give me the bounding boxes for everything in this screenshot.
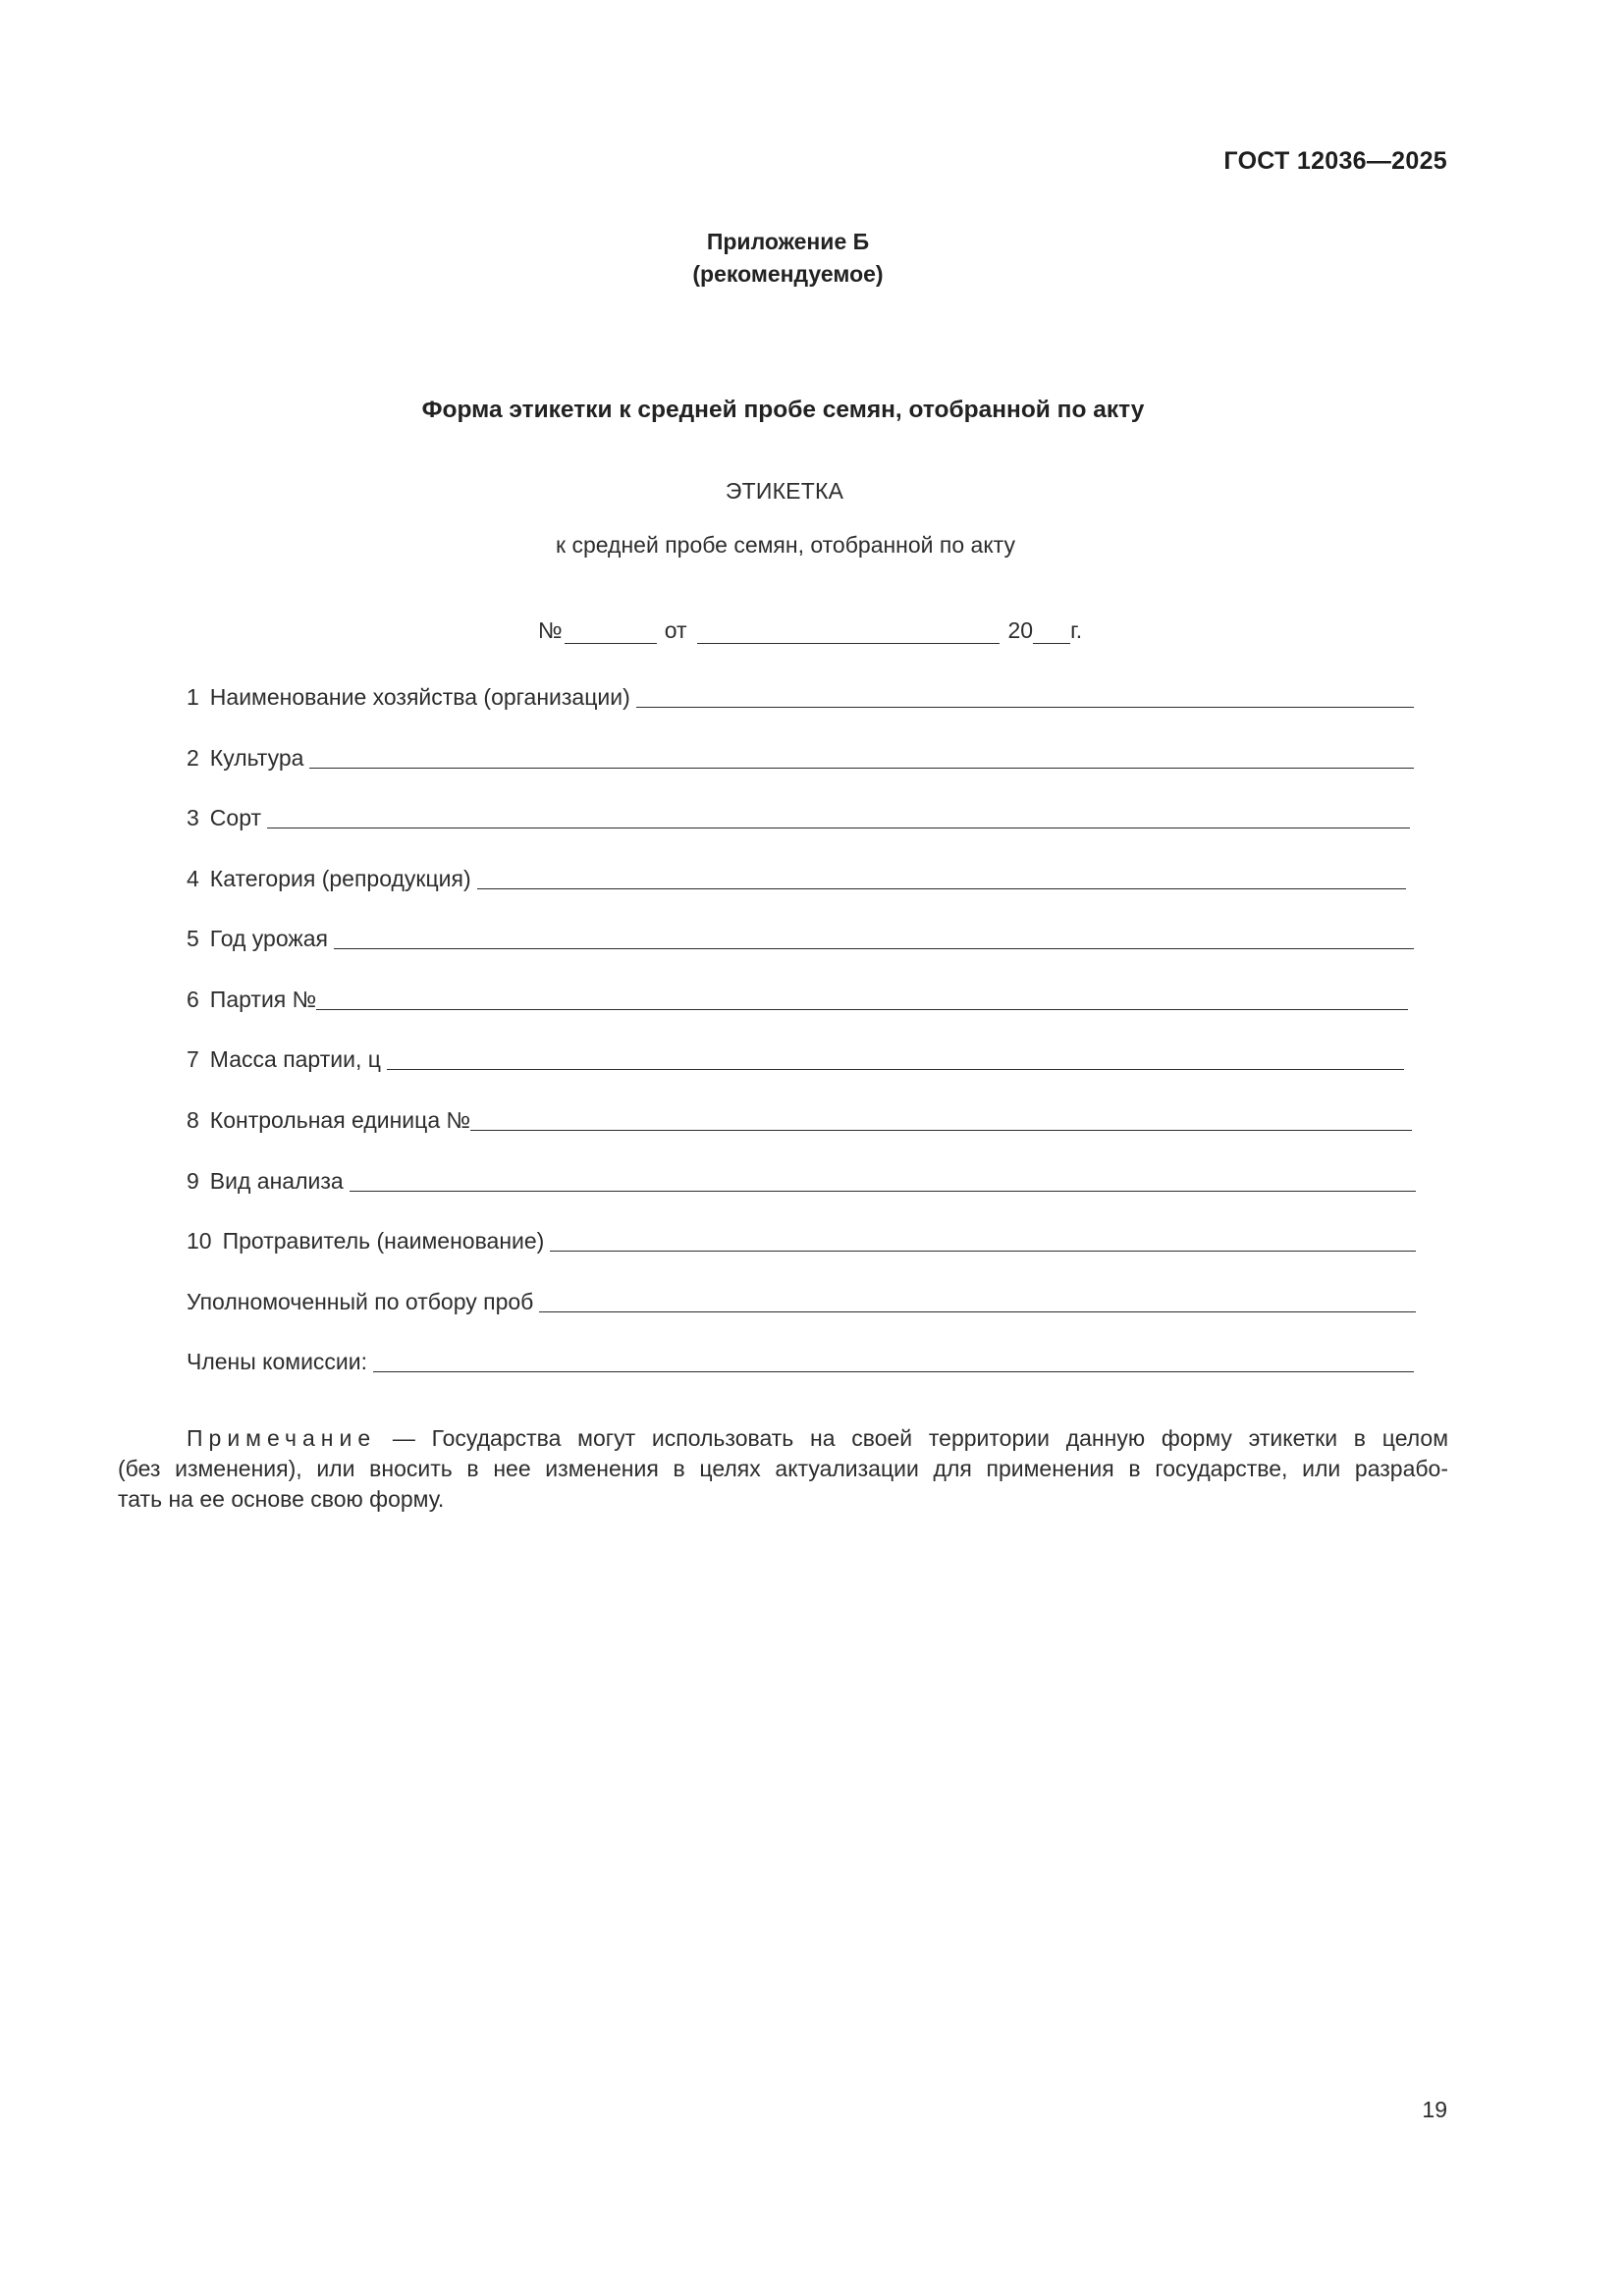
year-suffix: г. <box>1070 617 1083 643</box>
field-number: 1 <box>187 684 199 710</box>
page-number: 19 <box>1422 2097 1447 2122</box>
field-crop[interactable] <box>187 742 1414 772</box>
field-label: Партия № <box>209 987 317 1012</box>
note-line-1 <box>118 1423 1448 1454</box>
field-label: Уполномоченный по отбору проб <box>187 1289 534 1314</box>
field-batch-mass[interactable] <box>187 1043 1404 1073</box>
appendix-title: Приложение Б <box>706 229 870 254</box>
document-code: ГОСТ 12036—2025 <box>1223 147 1447 175</box>
year-blank[interactable] <box>1033 619 1070 644</box>
field-label: Протравитель (наименование) <box>222 1228 545 1254</box>
note-text-2: (без изменения), или вносить в нее изменения в целях актуализации для применения в государстве, или разрабо- <box>118 1456 1448 1481</box>
field-blank[interactable] <box>636 706 1414 708</box>
field-label: Члены комиссии: <box>187 1349 368 1374</box>
field-variety[interactable] <box>187 802 1410 831</box>
field-label: Культура <box>209 745 304 771</box>
field-control-unit[interactable] <box>187 1104 1412 1134</box>
field-blank[interactable] <box>309 767 1414 769</box>
field-sampling-officer[interactable] <box>187 1286 1416 1315</box>
label-subtitle: к средней пробе семян, отобранной по акту <box>556 532 1015 558</box>
field-number: 4 <box>187 866 199 891</box>
field-blank[interactable] <box>477 887 1406 889</box>
field-farm-name[interactable] <box>187 681 1414 711</box>
note-text-1: — Государства могут использовать на своей территории данную форму этикетки в целом <box>392 1425 1449 1451</box>
note-heading: Примечание <box>187 1425 377 1451</box>
number-blank[interactable] <box>565 619 657 644</box>
field-blank[interactable] <box>373 1370 1414 1372</box>
field-blank[interactable] <box>334 947 1414 949</box>
field-label: Вид анализа <box>209 1168 344 1194</box>
field-number: 5 <box>187 926 199 951</box>
field-number: 10 <box>187 1228 212 1254</box>
field-label: Сорт <box>209 805 262 830</box>
year-prefix: 20 <box>1007 617 1034 643</box>
field-label: Год урожая <box>209 926 329 951</box>
field-treatment-agent[interactable] <box>187 1225 1416 1255</box>
field-blank[interactable] <box>316 1008 1408 1010</box>
form-title: Форма этикетки к средней пробе семян, отобранной по акту <box>421 397 1145 423</box>
label-number-date-line <box>538 614 1082 644</box>
field-blank[interactable] <box>350 1190 1416 1192</box>
appendix-status: (рекомендуемое) <box>692 261 884 287</box>
field-label: Наименование хозяйства (организации) <box>209 684 630 710</box>
appendix-heading <box>0 226 1576 291</box>
field-batch-number[interactable] <box>187 984 1408 1013</box>
field-commission-members[interactable] <box>187 1346 1414 1375</box>
field-blank[interactable] <box>387 1068 1404 1070</box>
note-text-3: тать на ее основе свою форму. <box>118 1486 445 1512</box>
field-blank[interactable] <box>470 1129 1412 1131</box>
number-sign: № <box>538 617 563 643</box>
field-label: Контрольная единица № <box>209 1107 471 1133</box>
field-label: Масса партии, ц <box>209 1046 381 1072</box>
field-category[interactable] <box>187 863 1406 892</box>
date-blank[interactable] <box>697 619 1000 644</box>
field-number: 3 <box>187 805 199 830</box>
field-blank[interactable] <box>539 1310 1416 1312</box>
field-blank[interactable] <box>550 1250 1416 1252</box>
label-title: ЭТИКЕТКА <box>725 478 844 504</box>
field-label: Категория (репродукция) <box>209 866 471 891</box>
field-number: 9 <box>187 1168 199 1194</box>
field-number: 8 <box>187 1107 199 1133</box>
field-number: 2 <box>187 745 199 771</box>
from-word: от <box>664 617 687 643</box>
note <box>118 1423 1448 1515</box>
field-harvest-year[interactable] <box>187 923 1414 952</box>
field-blank[interactable] <box>267 827 1410 828</box>
field-number: 7 <box>187 1046 199 1072</box>
field-number: 6 <box>187 987 199 1012</box>
field-analysis-type[interactable] <box>187 1165 1416 1195</box>
